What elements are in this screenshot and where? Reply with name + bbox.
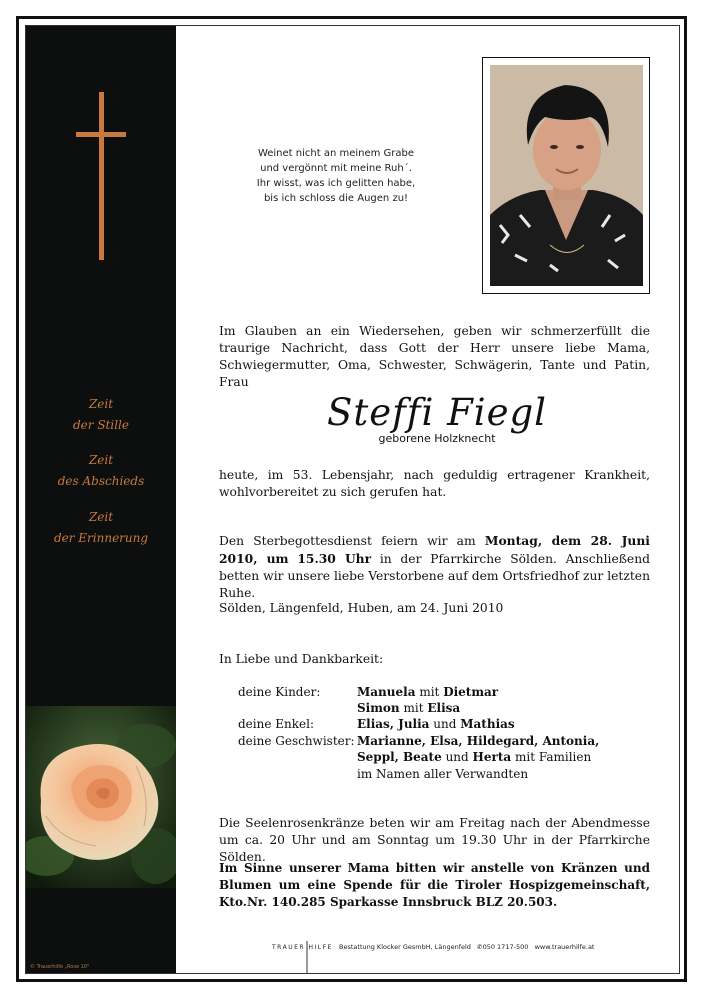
poem	[236, 146, 436, 206]
rose-image	[26, 706, 176, 888]
service-intro: Den Sterbegottesdienst feiern wir am	[219, 534, 476, 548]
service-date: Montag, dem 28. Juni 2010, um	[219, 533, 650, 566]
trauerhilfe-logo: TRAUER HILFE	[272, 944, 333, 951]
maiden-name: geborene Holzknecht	[378, 432, 496, 445]
family-conjunction: mit	[419, 685, 440, 699]
phrase-stille	[26, 394, 176, 436]
children-line-1	[357, 684, 498, 701]
siblings-line-1: Marianne, Elsa, Hildegard, Antonia,	[357, 734, 600, 748]
website[interactable]: www.trauerhilfe.at	[534, 943, 595, 951]
poem-line: bis ich schloss die Augen zu!	[263, 193, 409, 204]
poem-line: Weinet nicht an meinem Grabe	[257, 148, 415, 159]
family-name: Elisa	[427, 701, 461, 715]
donation-text: Im Sinne unserer Mama bitten wir anstelle von Kränzen und Blumen um eine Spende für die Tiroler Hospizgemeinschaft, Kto.Nr. 140.285 Sparkasse Innsbruck BLZ 20.503.	[219, 861, 650, 909]
family-conjunction: mit	[403, 701, 424, 715]
phrase-line: der Stille	[73, 418, 129, 432]
phrase-line: Zeit	[88, 510, 114, 524]
service-time: 15.30 Uhr	[297, 551, 372, 566]
rosary-text: Die Seelenrosenkränze beten wir am Freitag nach der Abendmesse um ca. 20 Uhr und am Sonntag um 19.30 Uhr in der Pfarrkirche Sölden.	[219, 816, 650, 864]
family-conjunction: mit Familien	[514, 750, 592, 764]
family-name: Elias, Julia	[357, 717, 430, 731]
siblings-label: deine Geschwister:	[238, 734, 355, 748]
footer-cross-mark	[305, 940, 325, 975]
death-text: heute, im 53. Lebensjahr, nach geduldig ertragener Krankheit, wohlvorbereitet zu sich gerufen hat.	[219, 468, 650, 499]
portrait-photo	[490, 65, 643, 286]
poem-line: Ihr wisst, was ich gelitten habe,	[256, 178, 416, 189]
grandchildren-label: deine Enkel:	[238, 717, 315, 731]
service-text	[219, 532, 650, 602]
family-name: Seppl, Beate	[357, 750, 442, 764]
family-name: Dietmar	[443, 685, 499, 699]
family-conjunction: und	[433, 717, 457, 731]
phrase-line: Zeit	[88, 453, 114, 467]
family-name: Mathias	[460, 717, 515, 731]
poem-line: und vergönnt mit meine Ruh´.	[260, 163, 412, 174]
phrase-line: Zeit	[88, 397, 114, 411]
place-date: Sölden, Längenfeld, Huben, am 24. Juni 2010	[219, 601, 504, 615]
announcement-text: Im Glauben an ein Wiedersehen, geben wir schmerzerfüllt die traurige Nachricht, dass Gott der Herr unsere liebe Mama, Schwiegermutter, Oma, Schwester, Schwägerin, Tante und Patin, Frau	[219, 324, 650, 389]
phrase-line: der Erinnerung	[53, 531, 149, 545]
relatives-line: im Namen aller Verwandten	[357, 767, 529, 781]
phone-icon: ✆	[477, 943, 483, 951]
children-line-2	[357, 700, 460, 717]
children-label: deine Kinder:	[238, 685, 321, 699]
sidebar	[26, 26, 176, 973]
image-credit: © Trauerhilfe „Rose 10"	[30, 964, 90, 970]
deceased-name: Steffi Fiegl	[326, 391, 548, 434]
phone-number: 050 1717-500	[482, 943, 529, 951]
family-name: Simon	[357, 701, 400, 715]
grandchildren-line	[357, 716, 515, 733]
family-name: Manuela	[357, 685, 416, 699]
family-name: Herta	[472, 750, 512, 764]
family-conjunction: und	[445, 750, 469, 764]
siblings-line-2	[357, 749, 591, 766]
company-name: Bestattung Klocker GesmbH, Längenfeld	[339, 943, 471, 951]
gratitude-line: In Liebe und Dankbarkeit:	[219, 652, 384, 666]
service-rest: in der Pfarrkirche Sölden. Anschließend betten wir unsere liebe Verstorbene auf dem Ortsfriedhof zur letzten Ruhe.	[219, 552, 651, 600]
cross-icon	[26, 26, 176, 266]
phrase-erinnerung	[26, 507, 176, 549]
phrase-abschied	[26, 450, 176, 492]
phrase-line: des Abschieds	[57, 474, 145, 488]
